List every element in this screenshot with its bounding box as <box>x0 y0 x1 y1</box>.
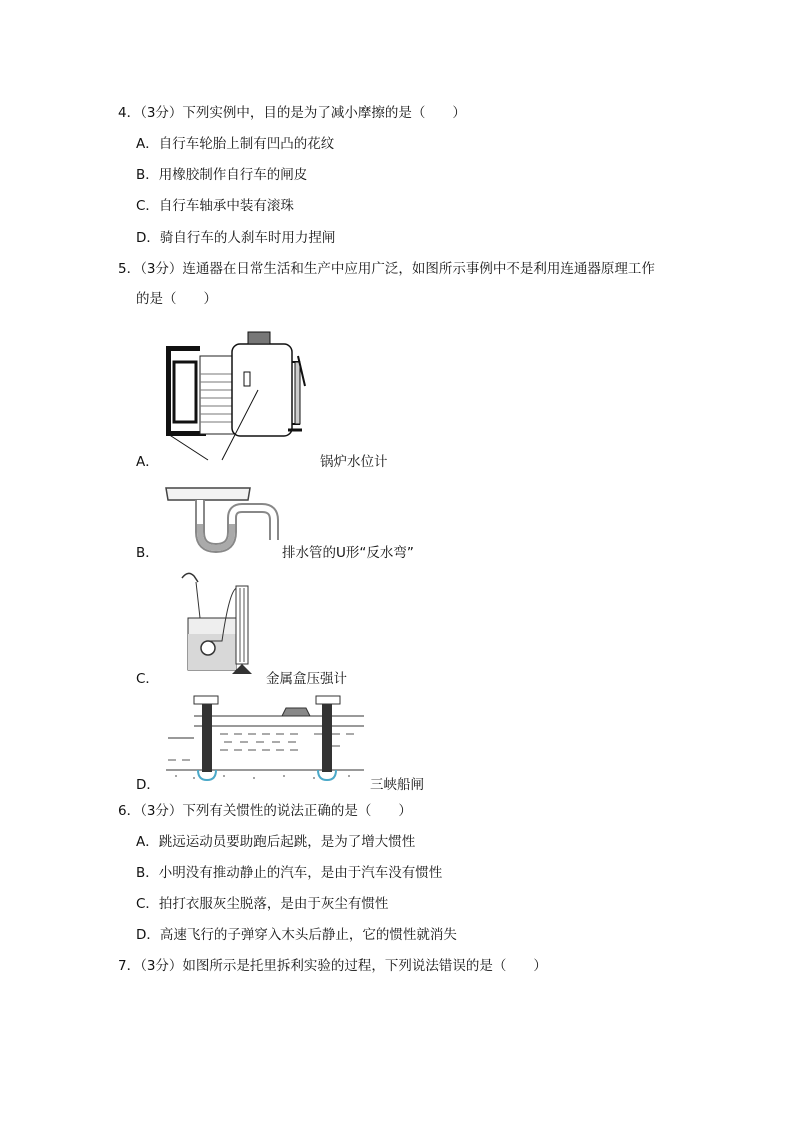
question-4-stem: 4．（3分）下列实例中，目的是为了减小摩擦的是（ ） <box>118 105 466 121</box>
q4-option-b: B．用橡胶制作自行车的闸皮 <box>136 167 308 183</box>
q6-option-a: A．跳远运动员要助跑后起跳，是为了增大惯性 <box>136 834 416 850</box>
q4-option-c: C．自行车轴承中装有滚珠 <box>136 198 294 214</box>
q5-option-b-letter: B． <box>136 545 159 561</box>
q5-option-c-caption: 金属盒压强计 <box>266 671 347 687</box>
q4-option-a: A．自行车轮胎上制有凹凸的花纹 <box>136 136 335 152</box>
figure-boiler-water-gauge <box>160 326 320 462</box>
question-6-stem: 6．（3分）下列有关惯性的说法正确的是（ ） <box>118 803 412 819</box>
q5-option-d-caption: 三峡船闸 <box>370 777 424 793</box>
q6-option-d: D．高速飞行的子弹穿入木头后静止，它的惯性就消失 <box>136 927 457 943</box>
question-5-stem-line1: 5．（3分）连通器在日常生活和生产中应用广泛，如图所示事例中不是利用连通器原理工作 <box>118 261 655 277</box>
figure-three-gorges-ship-lock <box>164 690 366 784</box>
q5-option-b-caption: 排水管的U形“反水弯” <box>282 545 414 561</box>
q6-option-b: B．小明没有推动静止的汽车，是由于汽车没有惯性 <box>136 865 443 881</box>
q5-option-a-caption: 锅炉水位计 <box>320 454 388 470</box>
q5-option-a-letter: A． <box>136 454 159 470</box>
q6-option-c: C．拍打衣服灰尘脱落，是由于灰尘有惯性 <box>136 896 389 912</box>
figure-metal-box-manometer <box>172 566 268 678</box>
figure-u-drain-trap <box>164 484 284 554</box>
q4-option-d: D．骑自行车的人刹车时用力捏闸 <box>136 230 336 246</box>
question-7-stem: 7．（3分）如图所示是托里拆利实验的过程，下列说法错误的是（ ） <box>118 958 547 974</box>
q5-option-c-letter: C． <box>136 671 159 687</box>
question-5-stem-line2: 的是（ ） <box>136 291 217 307</box>
q5-option-d-letter: D． <box>136 777 160 793</box>
